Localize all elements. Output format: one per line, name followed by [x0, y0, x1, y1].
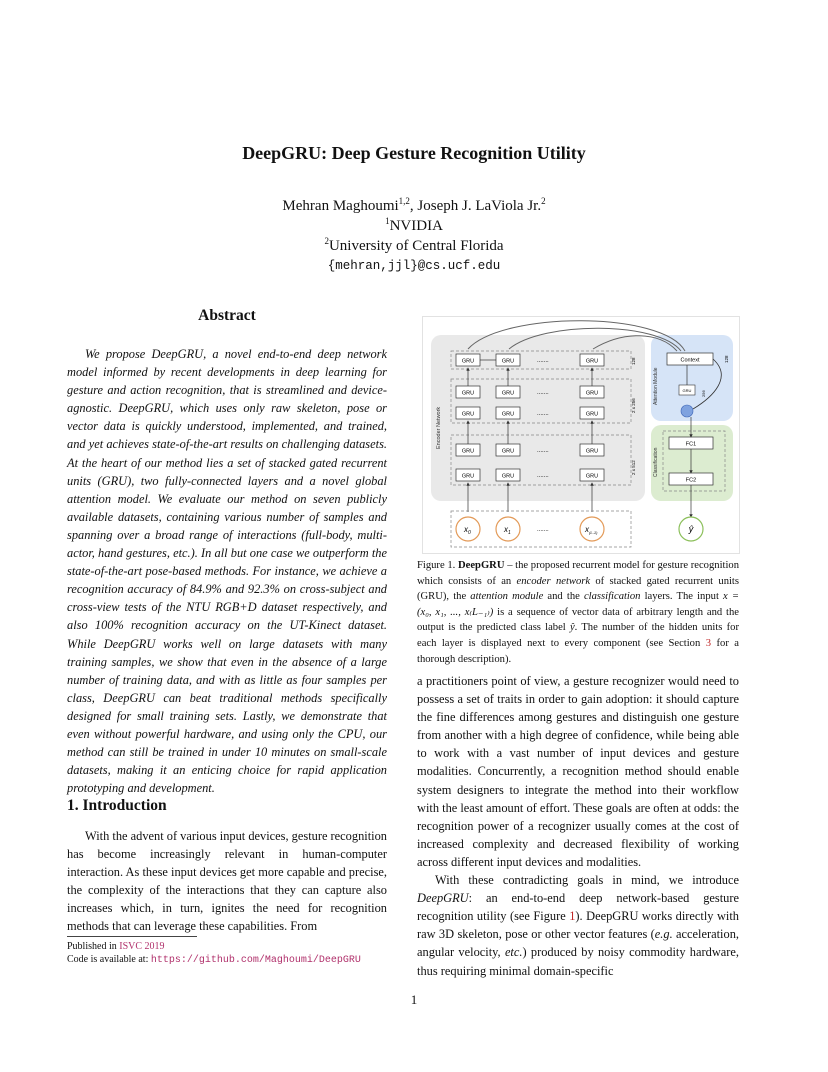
- dim-label: 256: [701, 390, 706, 397]
- footnote-published-label: Published in: [67, 941, 120, 952]
- gru-cell: GRU: [501, 358, 515, 365]
- ellipsis: .......: [537, 358, 549, 364]
- section-ref-link[interactable]: 3: [705, 637, 712, 649]
- gru-cell: GRU: [501, 448, 515, 455]
- p2-text-e: ) produced by noisy commodity hardware, thus requiring minimal domain-specific: [417, 945, 739, 978]
- caption-text-6: . The number of the hidden units for each layer is displayed next to every component (see Section: [417, 622, 739, 649]
- p2-text-c: ). DeepGRU works directly with raw 3D skeleton, pose or other vector features (: [417, 909, 739, 942]
- caption-bold: DeepGRU: [458, 560, 505, 571]
- input-x1-label: $x_1$: [504, 525, 511, 536]
- affiliation-2-mark: 2: [324, 236, 329, 246]
- gru-cell: GRU: [461, 448, 475, 455]
- dim-label: 2 x 512: [631, 460, 636, 475]
- affiliation-1: [0, 216, 828, 236]
- right-paragraph-1: a practitioners point of view, a gesture recognizer would need to possess a set of traits in order to gain adoption: it should capture the fine differences among gestures and distinguish one gesture from another with a high degree of confidence, while being able to work with a vast number of input devices and gesture modalities. Concurrently, a recognition method should enable system designers to integrate the method into their workflow with the least amount of effort. These goals are often at odds: the recognition power of a recognizer usually comes at the cost of increased complexity and decreased flexibility of working across different input devices and modalities.: [417, 674, 739, 869]
- p2-text-d: acceleration, angular velocity,: [417, 927, 739, 960]
- footnote-code-label: Code is available at:: [67, 954, 151, 965]
- footnote-published: [67, 940, 407, 953]
- caption-em-1: encoder network: [516, 575, 591, 587]
- fc2-label: FC2: [685, 477, 697, 484]
- gru-cell: GRU: [461, 473, 475, 480]
- p2-em-2: e.g.: [654, 927, 673, 942]
- author-1-affil: 1,2: [398, 196, 410, 206]
- gru-cell: GRU: [461, 358, 475, 365]
- gru-cell: GRU: [461, 411, 475, 418]
- fc1-label: FC1: [685, 441, 697, 448]
- gru-cell: GRU: [585, 390, 599, 397]
- caption-em-3: classification: [583, 591, 641, 603]
- figure-caption: [417, 558, 739, 667]
- caption-text-4: layers. The input: [640, 591, 724, 603]
- context-label: Context: [680, 357, 700, 364]
- gru-cell: GRU: [501, 390, 515, 397]
- caption-text-2: of stacked gated recurrent units (GRU), the: [417, 575, 739, 603]
- abstract-text: [67, 345, 387, 797]
- caption-text-5: is a sequence of vector data of arbitrary length and the output is the predicted class label: [417, 606, 740, 634]
- paper-title: DeepGRU: Deep Gesture Recognition Utility: [242, 143, 586, 163]
- intro-text: [67, 827, 387, 936]
- abstract-paragraph: We propose DeepGRU, a novel end-to-end deep network model informed by recent developments in deep learning for gesture and action recognition, that is streamlined and device-agnostic. DeepGRU, which uses only raw skeleton, pose or vector data is quickly understood, implemented, and trained, and yet achieves state-of-the-art results on challenging datasets. At the heart of our method lies a set of stacked gated recurrent units (GRU), two fully-connected layers and a novel global attention model. We evaluate our method on seven publicly available datasets, containing various number of samples and spanning over a broad range of interactions (full-body, multi-actor, hand gestures, etc.). In all but one case we outperform the state-of-the-art pose-based methods. For instance, we achieve a recognition accuracy of 84.9% and 92.3% on cross-subject and cross-view tests of the NTU RGB+D dataset respectively, and also 100% recognition accuracy on the UT-Kinect dataset. While DeepGRU works well on large datasets with many training samples, we show that even in the absence of a large number of training data, and with as little as four samples per class, DeepGRU can beat traditional methods specifically designed for small training sets. Lastly, we demonstrate that even without powerful hardware, and using only the CPU, our method can still be trained in under 10 minutes on small-scale datasets, making it an enticing choice for rapid application prototyping and development.: [67, 347, 387, 796]
- caption-text-3: and the: [543, 591, 584, 603]
- ellipsis: .......: [537, 473, 549, 479]
- p2-em-3: etc.: [504, 945, 523, 960]
- ellipsis: .......: [537, 527, 549, 533]
- figure-ref-link[interactable]: 1: [569, 909, 576, 924]
- affiliation-2: [0, 236, 828, 256]
- right-column-text: [417, 672, 739, 980]
- attention-node: [681, 405, 693, 417]
- author-email: {mehran,jjl}@cs.ucf.edu: [327, 259, 501, 273]
- gru-cell: GRU: [501, 473, 515, 480]
- ellipsis: .......: [537, 448, 549, 454]
- footnote-code: [67, 953, 407, 967]
- dim-label: 128: [631, 357, 636, 365]
- encoder-label: Encoder Network: [436, 406, 442, 449]
- attention-label: Attention Module: [653, 367, 659, 405]
- caption-input-vector: x = (x₀, x₁, ..., x₍L₋₁₎): [417, 591, 740, 618]
- gru-cell: GRU: [585, 448, 599, 455]
- affiliation-2-name: University of Central Florida: [328, 238, 504, 254]
- ellipsis: .......: [537, 390, 549, 396]
- intro-heading: 1. Introduction: [67, 797, 167, 814]
- caption-text-7: for a thorough description).: [417, 637, 739, 665]
- author-2: , Joseph J. LaViola Jr.: [409, 198, 542, 214]
- gru-cell: GRU: [461, 390, 475, 397]
- dim-label: 2 x 256: [631, 398, 636, 413]
- classification-label: Classification: [653, 447, 659, 477]
- affiliation-1-name: NVIDIA: [389, 218, 443, 234]
- input-xl-label: $x_{(L-1)}$: [585, 525, 598, 535]
- gru-cell: GRU: [585, 358, 599, 365]
- author-2-affil: 2: [541, 196, 546, 206]
- intro-paragraph: With the advent of various input devices, gesture recognition has become increasingly relevant in human-computer interaction. As these input devices get more capable and precise, the complexity of the interactions that they can capture also increases which, in turn, ignites the need for recognition methods that can leverage these capabilities. From: [67, 829, 387, 934]
- p2-em: DeepGRU: [417, 891, 469, 906]
- output-yhat-label: ŷ: [688, 524, 694, 534]
- caption-text-1: – the proposed recurrent model for gesture recognition which consists of an: [417, 560, 739, 587]
- caption-em-2: attention module: [470, 591, 544, 603]
- venue-link[interactable]: ISVC 2019: [119, 941, 165, 952]
- footnote: [67, 940, 407, 967]
- p2-text-b: : an end-to-end deep network-based gesture recognition utility (see Figure: [417, 891, 739, 924]
- caption-label: Figure 1.: [417, 560, 458, 571]
- ellipsis: .......: [537, 411, 549, 417]
- author-block: [0, 196, 828, 276]
- input-x0: [456, 517, 480, 541]
- input-xl: [580, 517, 604, 541]
- footnote-rule: [67, 936, 197, 937]
- abstract-heading: Abstract: [198, 307, 256, 324]
- right-paragraph-2: [417, 871, 739, 980]
- affiliation-1-mark: 1: [385, 216, 390, 226]
- architecture-diagram: [423, 317, 739, 553]
- gru-cell: GRU: [585, 411, 599, 418]
- gru-cell: GRU: [501, 411, 515, 418]
- p2-text-a: With these contradicting goals in mind, we introduce: [435, 873, 739, 888]
- caption-yhat: ŷ: [569, 622, 575, 634]
- gru-cell: GRU: [585, 473, 599, 480]
- dim-label: 128: [724, 355, 729, 363]
- figure-1: [422, 316, 740, 554]
- author-line: [0, 196, 828, 216]
- attention-gru-label: GRU: [682, 388, 692, 393]
- page-number: 1: [410, 992, 418, 1007]
- input-x1: [496, 517, 520, 541]
- input-x0-label: $x_0$: [464, 525, 471, 536]
- author-1: Mehran Maghoumi: [282, 198, 399, 214]
- code-url-link[interactable]: https://github.com/Maghoumi/DeepGRU: [150, 955, 361, 966]
